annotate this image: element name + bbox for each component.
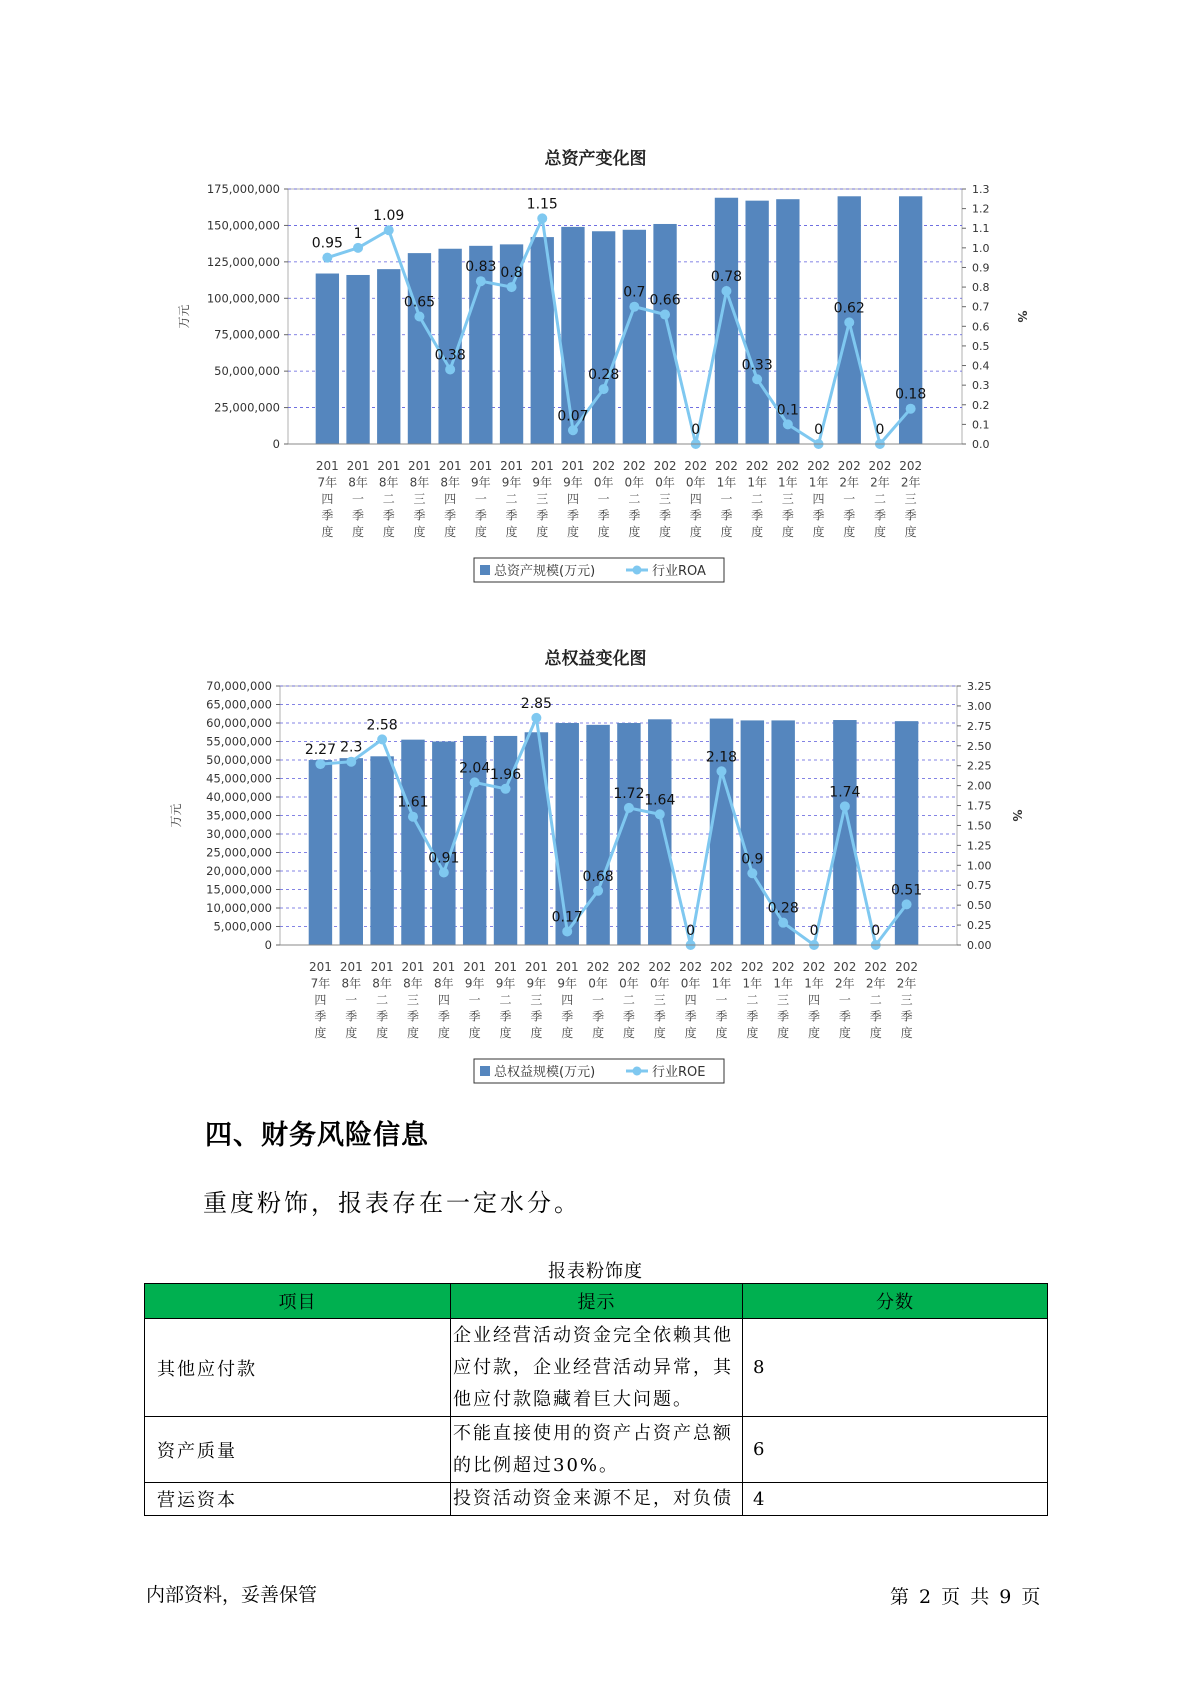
data-label: 2.58 [366,717,398,734]
data-label: 0.8 [500,265,523,282]
row-item: 营运资本 [145,1483,451,1516]
y2-tick-label: 0.50 [967,899,992,913]
x-tick-label: 202 0年一季度 [586,960,610,1040]
bar [592,231,615,444]
total-assets-chart [0,170,1191,590]
bar [745,201,768,444]
bar [833,720,856,945]
line-point [840,801,850,811]
chart-title-assets: 总资产变化图 [544,149,647,169]
line-point [537,213,547,223]
table-caption: 报表粉饰度 [548,1261,643,1282]
y2-tick-label: 1.1 [972,222,990,236]
y2-tick-label: 2.50 [967,739,992,753]
y-tick-label: 20,000,000 [206,864,272,878]
table-header-row [145,1284,1048,1319]
x-tick-label: 201 9年二季度 [494,960,517,1040]
section-text: 重度粉饰，报表存在一定水分。 [203,1189,581,1217]
x-tick-label: 201 8年三季度 [401,960,425,1040]
y2-tick-label: 0.4 [972,359,990,373]
y-tick-label: 50,000,000 [214,364,280,379]
x-tick-label: 201 8年四季度 [438,459,462,539]
table-row [145,1319,1048,1417]
data-label: 0.33 [741,357,773,374]
x-tick-label: 202 0年四季度 [684,459,708,539]
y2-tick-label: 0.1 [972,418,990,432]
y-tick-label: 70,000,000 [206,679,272,693]
bar [653,224,676,444]
y2-tick-label: 1.25 [967,839,992,853]
y2-tick-label: 0.6 [972,320,990,334]
y2-tick-label: 0.9 [972,261,990,275]
line-point [439,867,449,877]
bar [741,720,764,945]
x-tick-label: 202 2年三季度 [899,459,923,539]
x-tick-label: 202 1年四季度 [807,459,831,539]
x-tick-label: 202 1年一季度 [710,960,733,1040]
line-point [593,886,603,896]
bar [401,740,424,945]
y2-tick-label: 0.7 [972,300,990,314]
line-point [655,809,665,819]
table-row [145,1483,1048,1516]
x-tick-label: 202 1年二季度 [745,459,769,539]
x-tick-label: 202 0年三季度 [648,960,672,1040]
x-tick-label: 201 8年二季度 [377,459,401,539]
y-tick-label: 30,000,000 [206,827,272,841]
data-label: 2.04 [459,760,491,777]
row-hint: 不能直接使用的资产占资产总额的比例超过30%。 [451,1417,743,1483]
y-tick-label: 50,000,000 [206,753,272,767]
x-tick-label: 202 2年二季度 [864,960,888,1040]
y2-tick-label: 1.3 [972,183,990,196]
y-tick-label: 55,000,000 [206,734,272,749]
row-score: 6 [743,1417,1048,1483]
x-tick-label: 201 8年一季度 [346,459,370,539]
y2-tick-label: 1.75 [967,799,992,813]
legend-line-marker [633,1067,642,1076]
line-point [778,918,788,928]
y-tick-label: 0 [264,938,272,952]
data-label: 0 [809,923,819,939]
line-point [377,734,387,744]
line-point [315,759,325,769]
data-label: 0 [691,422,701,438]
y-tick-label: 25,000,000 [214,400,280,415]
x-tick-label: 202 0年三季度 [653,459,677,539]
data-label: 1.15 [526,196,558,213]
data-label: 0.78 [710,269,743,285]
data-label: 0.65 [403,294,436,311]
data-label: 0.9 [741,851,764,868]
y2-tick-label: 0.8 [972,281,990,295]
y-tick-label: 75,000,000 [214,327,280,342]
line-point [501,784,511,794]
y-tick-label: 40,000,000 [206,790,272,804]
data-label: 0.1 [776,402,799,419]
y-tick-label: 45,000,000 [206,771,272,786]
data-label: 1.09 [373,208,405,225]
data-label: 2.3 [340,739,363,756]
bar [648,719,671,945]
data-label: 0.62 [833,300,865,317]
x-tick-label: 202 1年二季度 [740,960,764,1040]
risk-table [144,1283,1048,1516]
row-score: 8 [743,1319,1048,1417]
x-tick-label: 201 9年一季度 [463,960,487,1040]
line-point [568,425,578,435]
line-point [562,926,572,936]
x-tick-label: 201 9年三季度 [530,459,554,539]
data-label: 0.83 [465,259,497,276]
x-tick-label: 202 0年二季度 [617,960,641,1040]
x-tick-label: 201 7年四季度 [315,459,339,539]
y-tick-label: 10,000,000 [206,901,272,915]
x-tick-label: 201 9年二季度 [500,459,524,539]
line-point [716,766,726,776]
bar [623,230,646,444]
line-point [906,404,916,414]
y-axis-title: 万元 [169,803,183,828]
bar [586,725,609,945]
data-label: 1 [353,225,363,242]
line-point [414,312,424,322]
bar [309,760,332,945]
data-label: 1.96 [489,766,522,783]
x-tick-label: 202 1年三季度 [776,459,800,539]
y2-tick-label: 2.25 [967,759,992,773]
legend-bar-label: 总权益规模(万元) [494,1065,596,1080]
y2-tick-label: 1.00 [967,859,992,873]
total-equity-chart [0,670,1191,1090]
x-tick-label: 202 1年三季度 [771,960,795,1040]
legend-line-label: 行业ROE [652,1065,706,1080]
x-tick-label: 202 0年四季度 [679,960,703,1040]
line-point [476,276,486,286]
line-point [353,243,363,253]
y2-tick-label: 0.3 [972,379,990,393]
line-point [507,282,517,292]
y-tick-label: 25,000,000 [206,845,272,860]
x-tick-label: 202 0年二季度 [622,459,646,539]
y2-tick-label: 0.00 [967,939,992,952]
data-label: 0.7 [623,284,646,301]
line-point [752,374,762,384]
y-tick-label: 15,000,000 [206,882,272,897]
y2-tick-label: 1.50 [967,819,992,833]
y2-tick-label: 0.2 [972,398,990,412]
row-hint: 投资活动资金来源不足，对负债 [451,1483,743,1516]
line-point [384,225,394,235]
bar [377,269,400,444]
legend-line-label: 行业ROA [652,564,706,579]
y2-tick-label: 0.75 [967,879,992,893]
bar [370,756,393,945]
data-label: 0.68 [582,868,614,885]
data-label: 0.51 [890,882,923,899]
bar [715,198,738,444]
bar [525,732,548,945]
data-label: 0 [814,422,824,438]
line-point [629,302,639,312]
y-tick-label: 150,000,000 [206,218,280,233]
y2-tick-label: 2.00 [967,779,992,793]
x-tick-label: 201 8年三季度 [407,459,431,539]
x-tick-label: 202 2年三季度 [895,960,919,1040]
line-point [902,899,912,909]
bar [316,274,339,444]
data-label: 0 [871,923,881,939]
data-label: 0.17 [551,909,583,926]
row-score: 4 [743,1483,1048,1516]
x-tick-label: 201 9年四季度 [561,459,585,539]
y-tick-label: 60,000,000 [206,716,272,730]
x-tick-label: 202 2年二季度 [868,459,892,539]
line-point [747,868,757,878]
y2-tick-label: 0.25 [967,919,992,933]
data-label: 0.28 [767,900,799,917]
data-label: 1.72 [613,785,645,802]
data-label: 2.18 [705,749,738,766]
bar [469,246,492,444]
bar [895,721,918,945]
legend-bar-label: 总资产规模(万元) [494,564,596,579]
section-heading: 四、财务风险信息 [205,1120,429,1151]
y-tick-label: 65,000,000 [206,697,272,712]
y2-tick-label: 2.75 [967,719,992,733]
legend-bar-swatch [480,565,490,575]
data-label: 0 [875,422,885,438]
row-item: 其他应付款 [145,1319,451,1417]
line-point [624,803,634,813]
y2-axis-title: % [1010,809,1024,822]
x-tick-label: 202 1年四季度 [802,960,826,1040]
data-label: 0.95 [311,235,343,252]
x-tick-label: 201 9年四季度 [555,960,579,1040]
y2-tick-label: 0.5 [972,339,990,353]
y-axis-title: 万元 [177,304,191,329]
x-tick-label: 202 2年一季度 [837,459,861,539]
bar [346,275,369,444]
data-label: 0.66 [649,292,681,309]
legend-line-marker [633,566,642,575]
line-point [660,310,670,320]
bar [340,758,363,945]
data-label: 1.64 [644,792,676,809]
header-score: 分数 [743,1284,1048,1319]
header-hint: 提示 [451,1284,743,1319]
table-row [145,1417,1048,1483]
line-point [445,364,455,374]
y-tick-label: 35,000,000 [206,808,272,823]
legend [474,1059,724,1083]
line-point [322,253,332,263]
x-tick-label: 202 0年一季度 [592,459,616,539]
x-tick-label: 201 8年一季度 [339,960,363,1040]
data-label: 0.91 [428,850,460,867]
data-label: 0.07 [557,408,589,425]
data-label: 1.61 [397,794,429,811]
x-tick-label: 201 8年二季度 [370,960,394,1040]
footer-confidential: 内部资料，妥善保管 [146,1584,318,1606]
y2-tick-label: 1.0 [972,241,990,255]
y2-tick-label: 3.00 [967,699,992,713]
bar [408,253,431,444]
header-item: 项目 [145,1284,451,1319]
data-label: 0.18 [895,386,927,403]
line-point [783,419,793,429]
data-label: 2.85 [520,695,552,712]
y2-tick-label: 1.2 [972,202,990,216]
y-tick-label: 0 [272,437,280,451]
x-tick-label: 201 9年一季度 [469,459,493,539]
x-tick-label: 201 8年四季度 [432,960,456,1040]
line-point [346,757,356,767]
y2-tick-label: 3.25 [967,680,992,693]
data-label: 2.27 [304,742,337,759]
data-label: 0.28 [588,367,620,384]
x-tick-label: 201 7年四季度 [308,960,332,1040]
row-hint: 企业经营活动资金完全依赖其他应付款，企业经营活动异常，其他应付款隐藏着巨大问题。 [451,1319,743,1417]
x-tick-label: 202 1年一季度 [714,459,738,539]
legend [474,558,724,582]
line-point [470,777,480,787]
y2-tick-label: 0.0 [972,438,990,451]
line-point [599,384,609,394]
x-tick-label: 202 2年一季度 [833,960,857,1040]
row-item: 资产质量 [145,1417,451,1483]
data-label: 0.38 [434,347,466,364]
footer-page-number: 第 2 页 共 9 页 [890,1586,1041,1608]
line-point [531,713,541,723]
y-tick-label: 125,000,000 [206,254,280,269]
line-point [408,812,418,822]
y-tick-label: 5,000,000 [213,919,272,934]
bar [432,742,455,946]
line-point [721,286,731,296]
y-tick-label: 175,000,000 [206,182,280,196]
chart-title-equity: 总权益变化图 [544,649,647,669]
data-label: 1.74 [829,784,861,801]
y2-axis-title: % [1015,310,1029,323]
y-tick-label: 100,000,000 [206,291,280,306]
x-tick-label: 201 9年三季度 [524,960,548,1040]
legend-bar-swatch [480,1066,490,1076]
line-point [844,317,854,327]
data-label: 0 [686,923,696,939]
